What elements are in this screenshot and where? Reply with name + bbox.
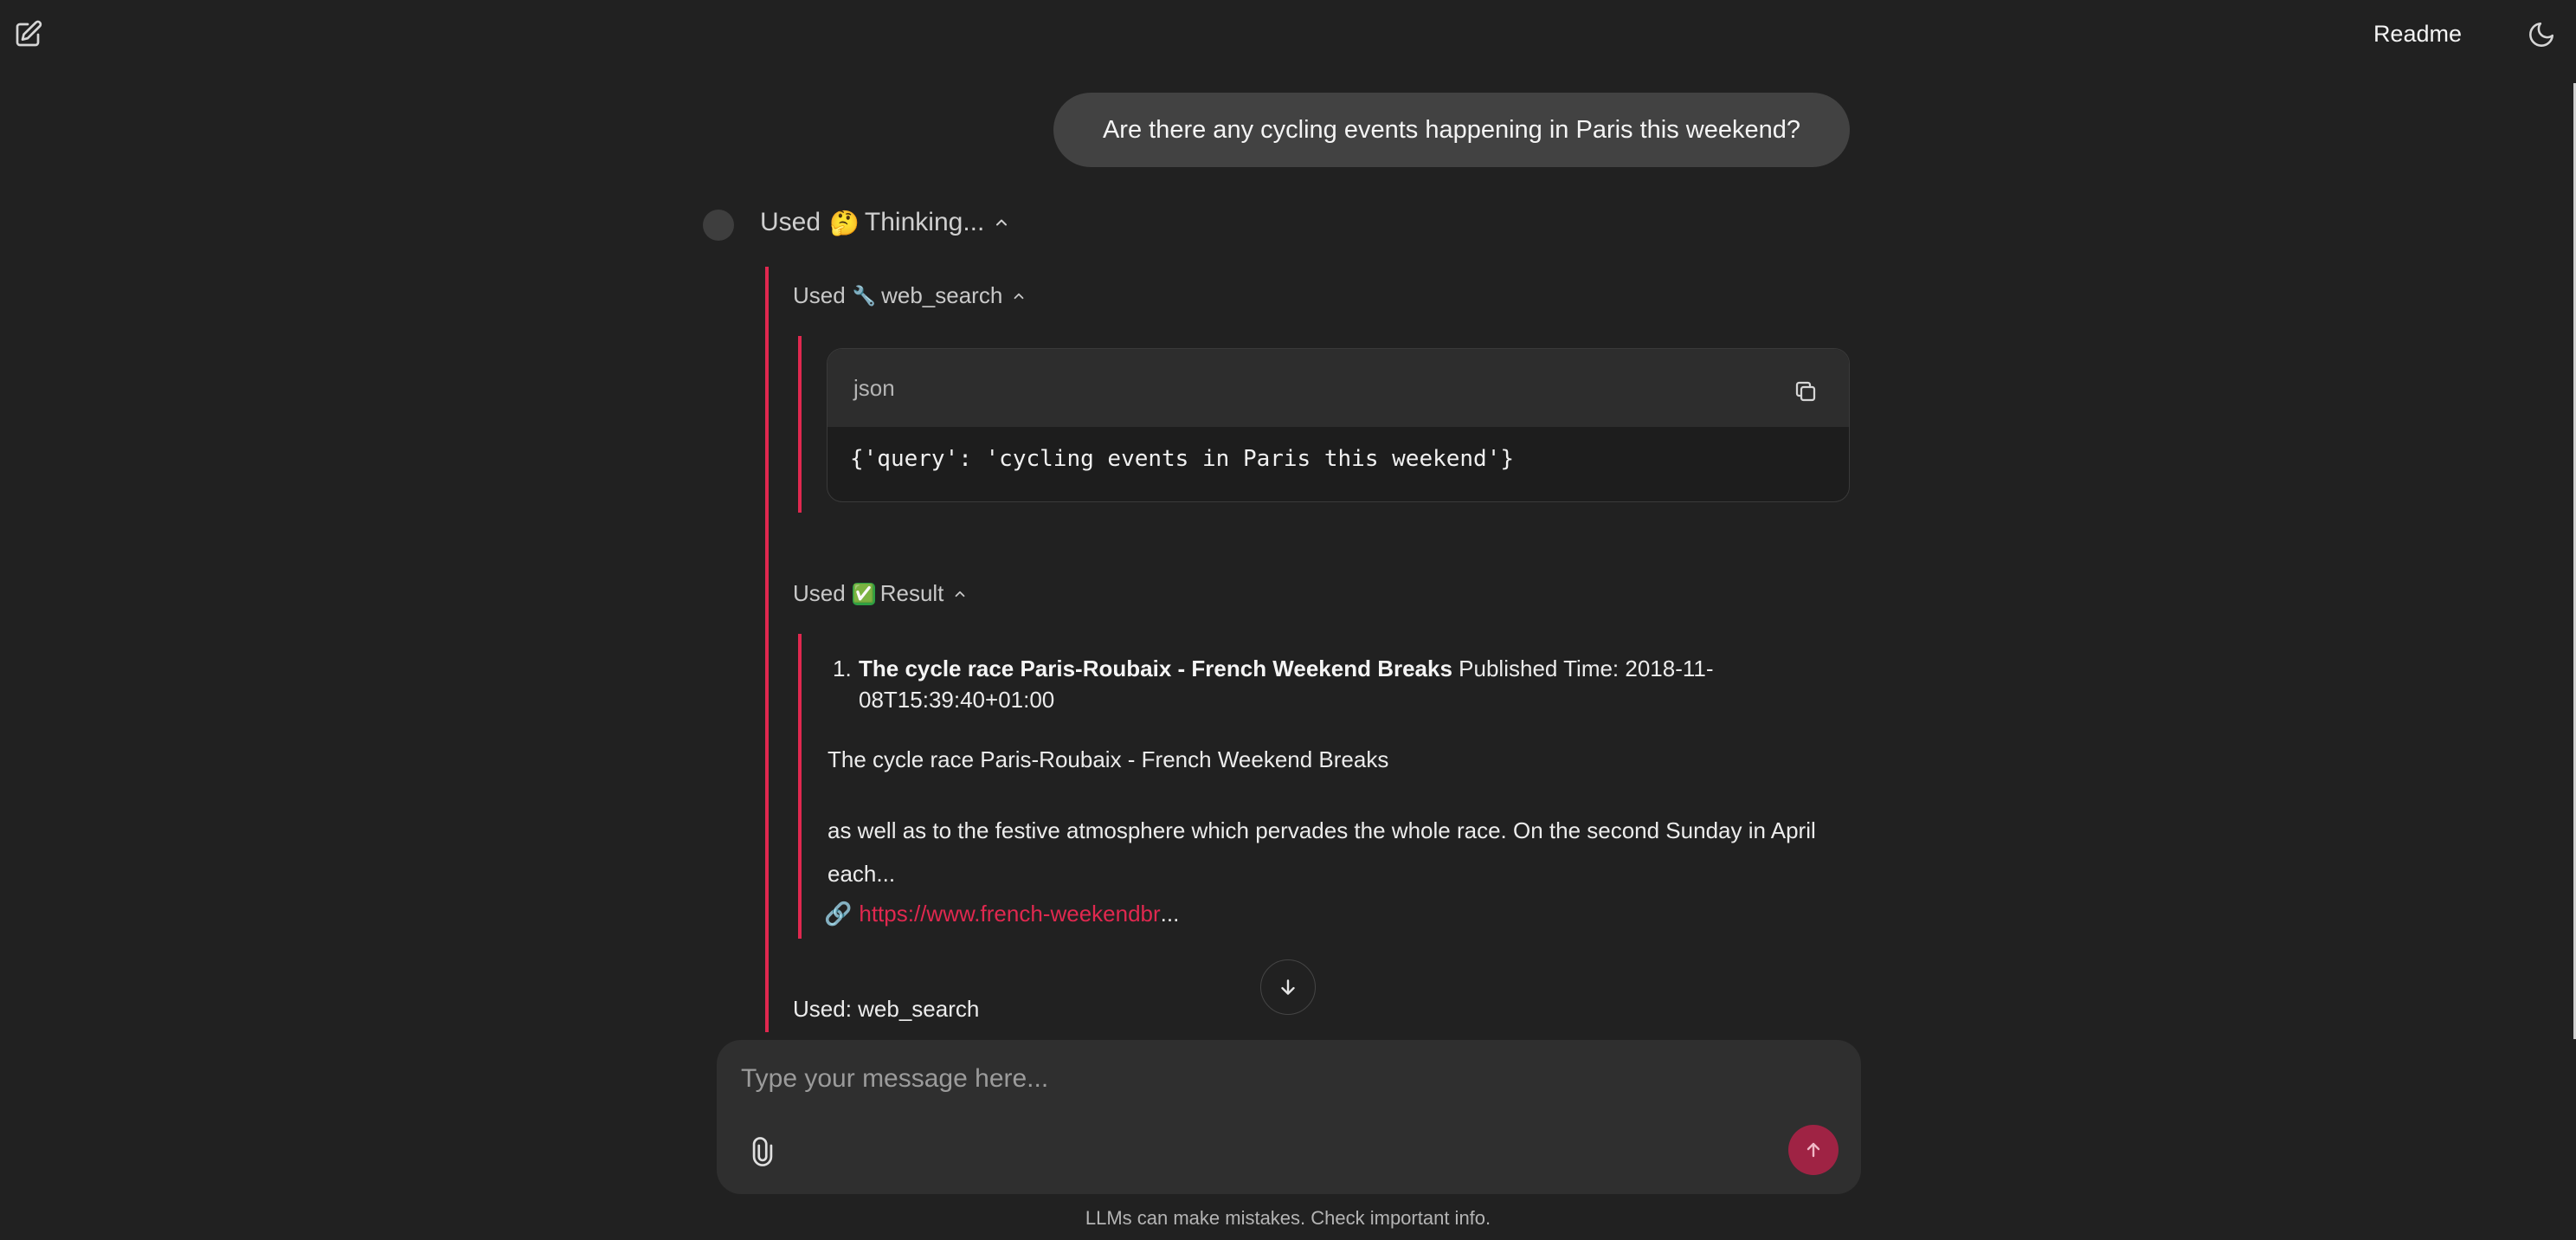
result-toggle[interactable] [793, 580, 968, 607]
wrench-icon: 🔧 [852, 284, 877, 307]
result-number: 1. [833, 656, 852, 681]
result-list [828, 653, 1854, 715]
result-prefix: Used [793, 580, 846, 606]
web-search-prefix: Used [793, 282, 846, 308]
edit-icon [12, 19, 43, 50]
result-link-ellipsis: ... [1160, 901, 1180, 927]
thinking-toggle[interactable] [760, 208, 1010, 237]
used-web-search-text: Used: web_search [793, 996, 980, 1022]
send-button[interactable] [1788, 1125, 1839, 1175]
chevron-up-icon [1011, 288, 1027, 304]
assistant-avatar [703, 210, 734, 241]
copy-button[interactable] [1788, 374, 1823, 409]
result-description: The cycle race Paris-Roubaix - French Weekend Breaks [828, 746, 1389, 772]
moon-icon [2527, 20, 2556, 49]
check-icon: ✅ [853, 583, 875, 605]
attach-button[interactable] [741, 1130, 784, 1173]
result-link[interactable]: https://www.french-weekendbr [859, 901, 1161, 927]
thinking-label: Thinking... [864, 208, 985, 236]
result-title: The cycle race Paris-Roubaix - French Weekend Breaks [859, 656, 1452, 681]
list-item [828, 653, 1854, 715]
thinking-section-bar [765, 267, 769, 1032]
code-language-label: json [853, 374, 895, 401]
thinking-emoji: 🤔 [829, 209, 860, 236]
web-search-section-bar [798, 336, 802, 513]
result-snippet: as well as to the festive atmosphere which pervades the whole race. On the second Sunday in April each... [828, 817, 1816, 887]
code-content: {'query': 'cycling events in Paris this weekend'} [850, 446, 1515, 472]
disclaimer-text: LLMs can make mistakes. Check important info. [1085, 1207, 1491, 1229]
message-input[interactable] [741, 1057, 1780, 1101]
arrow-up-icon [1803, 1140, 1824, 1160]
readme-link[interactable]: Readme [2373, 21, 2462, 47]
scroll-down-button[interactable] [1260, 959, 1316, 1015]
web-search-label: web_search [881, 282, 1003, 308]
result-label: Result [879, 580, 944, 606]
chevron-up-icon [993, 214, 1010, 231]
new-chat-button[interactable] [9, 16, 47, 54]
copy-icon [1793, 378, 1819, 404]
code-block [827, 348, 1850, 502]
thinking-prefix: Used [760, 208, 821, 236]
code-block-header [828, 349, 1849, 427]
result-link-row [824, 901, 1179, 927]
link-icon: 🔗 [824, 901, 853, 927]
arrow-down-icon [1277, 976, 1299, 998]
message-composer [717, 1040, 1861, 1194]
result-published: Published Time: 2018-11-08T15:39:40+01:00 [859, 656, 1714, 713]
user-message-bubble [1053, 93, 1850, 167]
user-message-text: Are there any cycling events happening in Paris this weekend? [1102, 115, 1801, 144]
chevron-up-icon [952, 586, 968, 602]
web-search-toggle[interactable] [793, 282, 1027, 309]
result-section-bar [798, 634, 802, 939]
paperclip-icon [748, 1137, 777, 1166]
theme-toggle-button[interactable] [2522, 16, 2560, 54]
